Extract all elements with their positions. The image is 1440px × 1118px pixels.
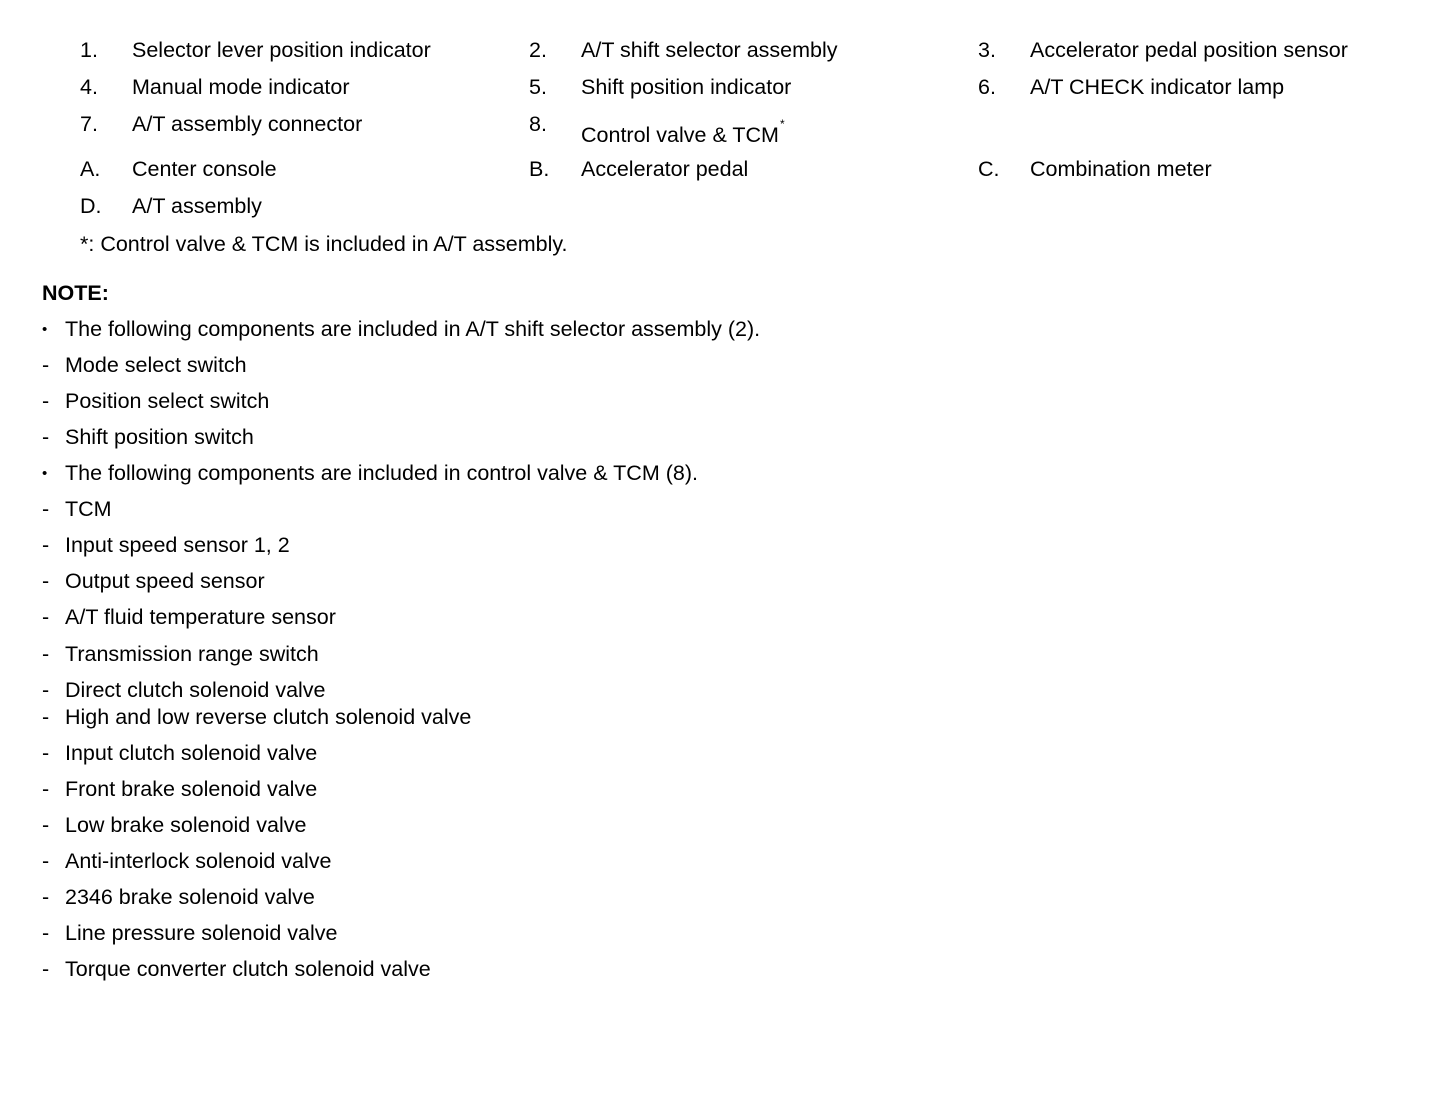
- note-line-text: Input clutch solenoid valve: [65, 741, 318, 765]
- legend-item-number: 1.: [80, 38, 98, 62]
- note-line-text: The following components are included in A/T shift selector assembly (2).: [65, 317, 761, 341]
- legend-item-label: Accelerator pedal position sensor: [1030, 38, 1348, 62]
- legend-item-number: 7.: [80, 112, 98, 136]
- legend-item-label: Manual mode indicator: [132, 75, 350, 99]
- note-line-text: TCM: [65, 497, 112, 521]
- dash-marker: -: [42, 921, 50, 945]
- bullet-marker: •: [42, 465, 48, 482]
- legend-item-label: Combination meter: [1030, 157, 1212, 181]
- legend-item-number: 4.: [80, 75, 98, 99]
- dash-marker: -: [42, 389, 50, 413]
- dash-marker: -: [42, 777, 50, 801]
- legend-item-number: A.: [80, 157, 101, 181]
- note-line-text: Input speed sensor 1, 2: [65, 533, 290, 557]
- note-line-text: Line pressure solenoid valve: [65, 921, 338, 945]
- note-line-text: Low brake solenoid valve: [65, 813, 307, 837]
- legend-item-label: A/T CHECK indicator lamp: [1030, 75, 1285, 99]
- dash-marker: -: [42, 533, 50, 557]
- legend-item-label: A/T assembly: [132, 194, 262, 218]
- bullet-marker: •: [42, 321, 48, 338]
- legend-item-number: 6.: [978, 75, 996, 99]
- dash-marker: -: [42, 425, 50, 449]
- note-line-text: High and low reverse clutch solenoid valve: [65, 705, 472, 729]
- legend-item-label: Accelerator pedal: [581, 157, 749, 181]
- legend-item-label: Center console: [132, 157, 277, 181]
- dash-marker: -: [42, 642, 50, 666]
- dash-marker: -: [42, 678, 50, 702]
- note-line-text: Output speed sensor: [65, 569, 265, 593]
- legend-item-label: Shift position indicator: [581, 75, 792, 99]
- legend-item-number: 8.: [529, 112, 547, 136]
- note-line-text: Direct clutch solenoid valve: [65, 678, 326, 702]
- dash-marker: -: [42, 353, 50, 377]
- dash-marker: -: [42, 957, 50, 981]
- footnote-marker: *: [779, 117, 785, 131]
- dash-marker: -: [42, 569, 50, 593]
- dash-marker: -: [42, 885, 50, 909]
- dash-marker: -: [42, 741, 50, 765]
- note-line-text: Position select switch: [65, 389, 270, 413]
- legend-item-number: 5.: [529, 75, 547, 99]
- legend-item-number: 2.: [529, 38, 547, 62]
- legend-item-number: 3.: [978, 38, 996, 62]
- note-line-text: Shift position switch: [65, 425, 254, 449]
- note-line-text: Anti-interlock solenoid valve: [65, 849, 332, 873]
- note-heading: NOTE:: [42, 281, 109, 305]
- legend-item-label: A/T shift selector assembly: [581, 38, 838, 62]
- note-line-text: Transmission range switch: [65, 642, 319, 666]
- note-line-text: Front brake solenoid valve: [65, 777, 318, 801]
- legend-item-number: D.: [80, 194, 102, 218]
- note-line-text: The following components are included in control valve & TCM (8).: [65, 461, 698, 485]
- legend-item-label: Selector lever position indicator: [132, 38, 431, 62]
- footnote: *: Control valve & TCM is included in A/T assembly.: [80, 232, 568, 256]
- note-line-text: Torque converter clutch solenoid valve: [65, 957, 431, 981]
- dash-marker: -: [42, 849, 50, 873]
- legend-item-number: B.: [529, 157, 550, 181]
- legend-item-label: A/T assembly connector: [132, 112, 363, 136]
- note-line-text: 2346 brake solenoid valve: [65, 885, 315, 909]
- legend-item-label: [581, 117, 785, 148]
- dash-marker: -: [42, 605, 50, 629]
- dash-marker: -: [42, 705, 50, 729]
- legend-item-label-text: Control valve & TCM: [581, 123, 779, 148]
- note-line-text: A/T fluid temperature sensor: [65, 605, 336, 629]
- legend-item-number: C.: [978, 157, 1000, 181]
- note-line-text: Mode select switch: [65, 353, 247, 377]
- dash-marker: -: [42, 497, 50, 521]
- dash-marker: -: [42, 813, 50, 837]
